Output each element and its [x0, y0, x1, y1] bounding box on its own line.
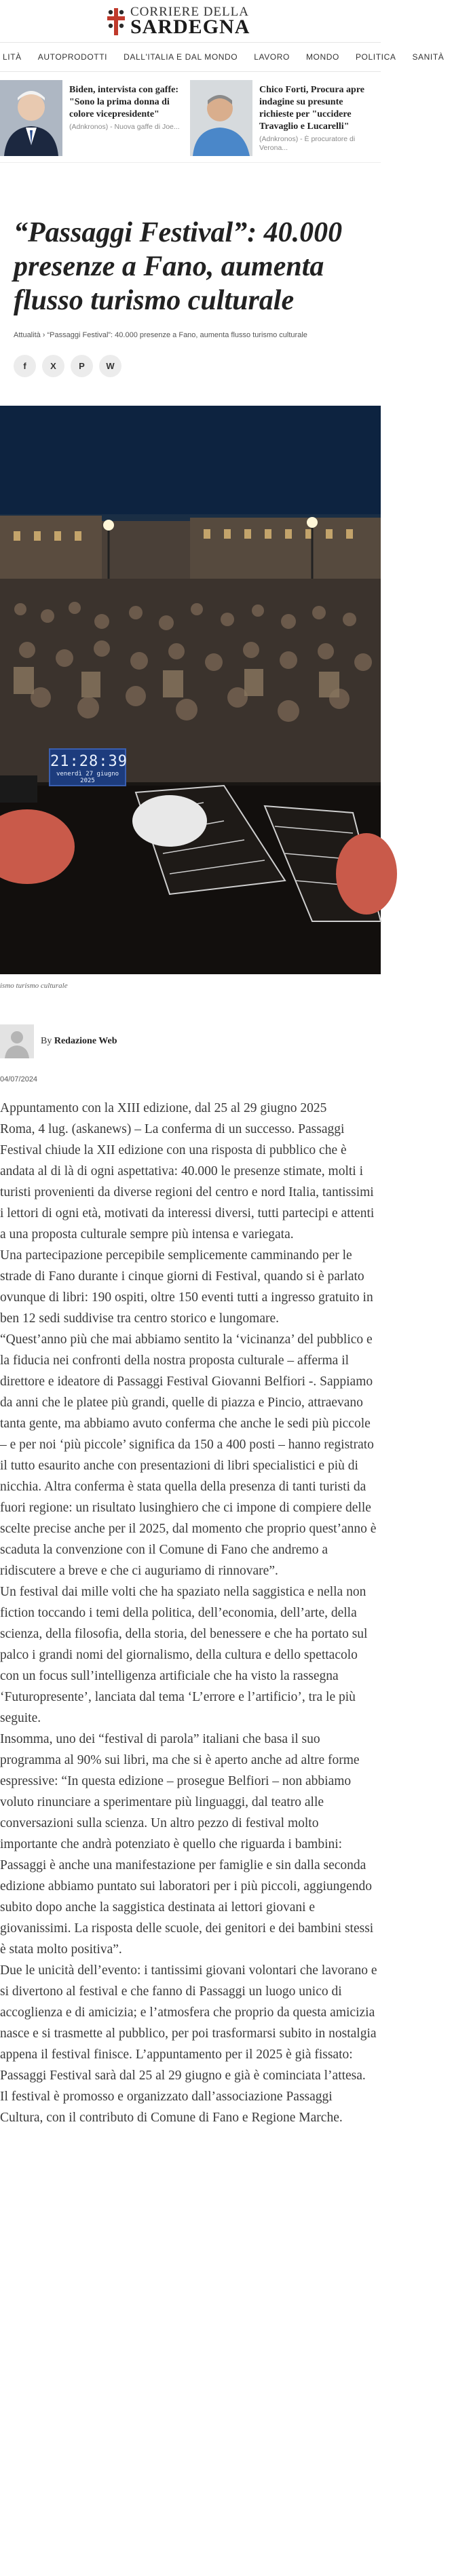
related-thumbnail[interactable] [0, 80, 62, 156]
nav-item-lavoro[interactable]: LAVORO [254, 52, 290, 62]
article-hero-image [0, 406, 381, 974]
logo-line-1: CORRIERE DELLA [130, 5, 249, 19]
article-title: “Passaggi Festival”: 40.000 presenze a Fano, aumenta flusso turismo culturale [14, 217, 343, 316]
article-paragraph: Due le unicità dell’evento: i tantissimi giovani volontari che lavorano e si divertono al festival e che fanno di Passaggi un luogo unico di accoglienza e di amicizia; e l’atmosfera che proprio da questa amicizia nasce e si trasmette al pubblico, per poi trasformarsi subito in nostalgia appena il festival finisce. L’appuntamento per il 2025 è già fissato: Passaggi Festival sarà dal 25 al 29 giugno e già è cominciata l’attesa. [0, 1963, 377, 2083]
article-paragraph: Roma, 4 lug. (askanews) – La conferma di un successo. Passaggi Festival chiude la XII edizione con una risposta di pubblico che è andata al di là di ogni aspettativa: 40.000 le presenze stimate, molti i turisti provenienti da diverse regioni del centro e nord Italia, tantissimi i lettori di ogni età, motivati da interessi diversi, tutti partecipi e attenti a una proposta culturale sempre più intensa e variegata. [0, 1122, 375, 1242]
author-block [0, 1024, 117, 1058]
pinterest-icon: P [79, 361, 85, 371]
nav-item-mondo[interactable]: MONDO [305, 52, 339, 62]
nav-item-sanita[interactable]: SANITÀ [412, 52, 445, 62]
facebook-icon: f [23, 361, 26, 371]
x-icon: X [50, 361, 56, 371]
festival-crowd-illustration [0, 406, 381, 974]
related-thumbnail[interactable] [190, 80, 252, 156]
nav-item-politica[interactable]: POLITICA [355, 52, 396, 62]
facebook-share-button[interactable] [14, 355, 36, 377]
person-photo-icon [190, 80, 252, 156]
share-bar [14, 355, 121, 377]
related-excerpt: (Adnkronos) - È procuratore di Verona... [259, 135, 356, 152]
clock-date: venerdì 27 giugno 2025 [56, 771, 119, 784]
image-caption: ismo turismo culturale [0, 982, 68, 990]
sardinia-emblem-icon [106, 7, 126, 37]
article-paragraph: “Quest’anno più che mai abbiamo sentito la ‘vicinanza’ del pubblico e la fiducia nei confronti della nostra proposta culturale – afferma il direttore e ideatore di Passaggi Festival Giovanni Belfiori -. Sappiamo da anni che le platee più grandi, quelle di piazza e Pincio, attraevano tanta gente, ma abbiamo avuto conferma che anche le sedi più piccole – e per noi ‘più piccole’ significa da 150 a 400 posti – hanno registrato il tutto esaurito anche con presentazioni di libri specialistici e più di nicchia. Altra conferma è stata quella della presenza di tanti turisti da fuori regione: un risultato lusinghiero che ci impone di compiere delle scelte precise anche per il 2025, dal momento che proprio quest’anno è scaduta la convenzione con il Comune di Fano che andremo a ridiscutere a breve e che ci auguriamo di rinnovare”. [0, 1332, 377, 1578]
nav-item-italia-mondo[interactable]: DALL'ITALIA E DAL MONDO [124, 52, 238, 62]
article-paragraph: Un festival dai mille volti che ha spaziato nella saggistica e nella non fiction toccando i temi della politica, dell’economia, dell’arte, della scienza, della filosofia, della storia, del benessere e che ha portato sul palco i grandi nomi del giornalismo, della cultura e dello spettacolo con un focus sull’intelligenza artificiale che ha visto la rassegna ‘Futuropresente’, lanciata dal tema ‘L’errore e l’artificio’, tra le più seguite. [0, 1585, 368, 1725]
related-title[interactable]: Biden, intervista con gaffe: "Sono la prima donna di colore vicepresidente" [69, 85, 178, 119]
x-share-button[interactable] [42, 355, 64, 377]
breadcrumb[interactable]: Attualità › “Passaggi Festival”: 40.000 presenze a Fano, aumenta flusso turismo culturale [14, 331, 307, 339]
author-prefix: By [41, 1036, 52, 1046]
article-paragraph: Insomma, uno dei “festival di parola” italiani che basa il suo programma al 90% sui libri, ma che si è aperto anche ad altre forme espressive: “In questa edizione – prosegue Belfiori – non abbiamo voluto rinunciare a sperimentare più linguaggi, dal teatro alle conversazioni sulla scienza. Un altro pezzo di festival molto importante che andrà potenziato è quello che riguarda i bambini: Passaggi è anche una manifestazione per famiglie e sin dalla seconda edizione abbiamo puntato sui laboratori per i più piccoli, aggiungendo subito dopo anche la saggistica destinata ai lettori giovani e giovanissimi. La risposta delle scuole, dei genitori e dei bambini stessi è stata molto positiva”. [0, 1732, 374, 1957]
related-card[interactable] [190, 72, 380, 162]
pinterest-share-button[interactable] [71, 355, 93, 377]
related-articles [0, 72, 381, 163]
person-photo-icon [0, 80, 62, 156]
related-title[interactable]: Chico Forti, Procura apre indagine su presunte richieste per "uccidere Travaglio e Lucarelli" [259, 85, 365, 132]
logo-line-2: SARDEGNA [130, 16, 250, 38]
related-card[interactable] [0, 72, 190, 162]
publish-date: 04/07/2024 [0, 1075, 38, 1083]
article-paragraph: Appuntamento con la XIII edizione, dal 25 al 29 giugno 2025 [0, 1101, 327, 1115]
site-header [0, 0, 381, 43]
avatar[interactable] [0, 1024, 34, 1058]
article-paragraph: Il festival è promosso e organizzato dall’associazione Passaggi Cultura, con il contributo di Comune di Fano e Regione Marche. [0, 2090, 343, 2125]
site-logo[interactable] [106, 5, 250, 37]
user-avatar-icon [0, 1024, 34, 1058]
author-byline [41, 1036, 117, 1047]
stage-clock-display [49, 748, 126, 786]
whatsapp-share-button[interactable] [99, 355, 121, 377]
article-body [0, 1098, 377, 2128]
related-excerpt: (Adnkronos) - Nuova gaffe di Joe... [69, 123, 180, 131]
article-paragraph: Una partecipazione percepibile semplicemente camminando per le strade di Fano durante i cinque giorni di Festival, quando si è parlato ovunque di libri: 190 ospiti, oltre 150 eventi tutti a ingresso gratuito in ben 12 sedi suddivise tra centro storico e lungomare. [0, 1248, 373, 1326]
main-nav [0, 43, 445, 72]
author-name-link[interactable]: Redazione Web [54, 1036, 117, 1046]
nav-item-autoprodotti[interactable]: AUTOPRODOTTI [37, 52, 108, 62]
clock-time: 21:28:39 [50, 753, 128, 770]
nav-item-attualita[interactable]: LITÀ [3, 52, 22, 62]
whatsapp-icon: W [106, 361, 115, 371]
